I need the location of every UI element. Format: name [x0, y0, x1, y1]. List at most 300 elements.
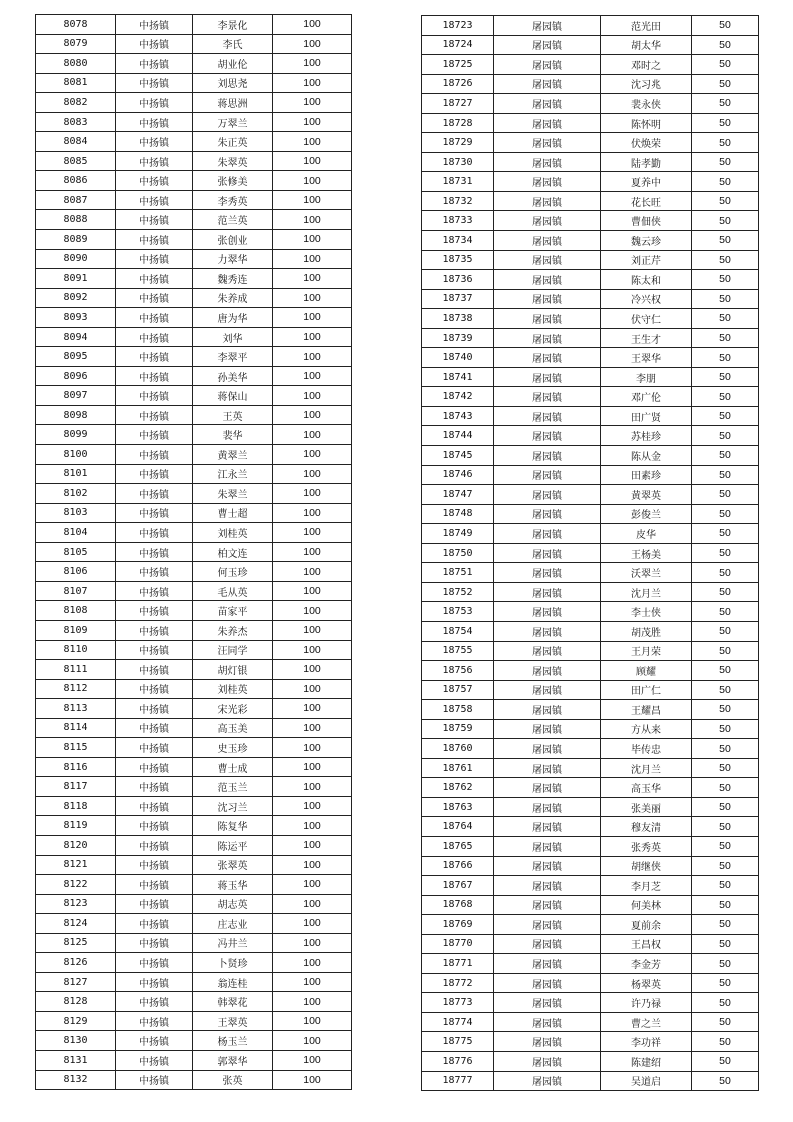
town-cell: 屠园镇: [494, 876, 601, 896]
amount-cell: 100: [273, 425, 352, 445]
table-row: [36, 151, 352, 171]
table-row: [36, 366, 352, 386]
table-row: [36, 914, 352, 934]
amount-cell: 100: [273, 620, 352, 640]
town-cell: 中扬镇: [116, 875, 193, 895]
id-cell: 8111: [36, 660, 116, 680]
table-row: [422, 543, 759, 563]
table-row: [422, 524, 759, 544]
amount-cell: 100: [273, 1050, 352, 1070]
id-cell: 8121: [36, 855, 116, 875]
town-cell: 中扬镇: [116, 581, 193, 601]
amount-cell: 100: [273, 269, 352, 289]
town-cell: 屠园镇: [494, 74, 601, 94]
id-cell: 8109: [36, 620, 116, 640]
amount-cell: 50: [692, 231, 759, 251]
id-cell: 18757: [422, 680, 494, 700]
town-cell: 中扬镇: [116, 54, 193, 74]
town-cell: 屠园镇: [494, 641, 601, 661]
id-cell: 18736: [422, 270, 494, 290]
name-cell: 沈习兆: [601, 74, 692, 94]
id-cell: 8091: [36, 269, 116, 289]
amount-cell: 100: [273, 347, 352, 367]
amount-cell: 100: [273, 249, 352, 269]
table-row: [422, 993, 759, 1013]
town-cell: 中扬镇: [116, 347, 193, 367]
id-cell: 8095: [36, 347, 116, 367]
amount-cell: 100: [273, 953, 352, 973]
id-cell: 18728: [422, 113, 494, 133]
table-row: [422, 954, 759, 974]
amount-cell: 100: [273, 112, 352, 132]
id-cell: 18732: [422, 191, 494, 211]
name-cell: 柏文连: [193, 542, 273, 562]
name-cell: 孙美华: [193, 366, 273, 386]
id-cell: 8130: [36, 1031, 116, 1051]
name-cell: 张英: [193, 1070, 273, 1090]
id-cell: 18749: [422, 524, 494, 544]
name-cell: 宋光彩: [193, 699, 273, 719]
town-cell: 中扬镇: [116, 190, 193, 210]
town-cell: 屠园镇: [494, 426, 601, 446]
id-cell: 8087: [36, 190, 116, 210]
name-cell: 曹之兰: [601, 1012, 692, 1032]
table-row: [422, 152, 759, 172]
town-cell: 中扬镇: [116, 562, 193, 582]
name-cell: 蒋玉华: [193, 875, 273, 895]
town-cell: 中扬镇: [116, 366, 193, 386]
table-row: [422, 973, 759, 993]
amount-cell: 100: [273, 542, 352, 562]
name-cell: 胡业伦: [193, 54, 273, 74]
name-cell: 汪同学: [193, 640, 273, 660]
table-row: [422, 133, 759, 153]
name-cell: 刘桂英: [193, 679, 273, 699]
name-cell: 李功祥: [601, 1032, 692, 1052]
amount-cell: 100: [273, 73, 352, 93]
table-row: [36, 660, 352, 680]
id-cell: 8108: [36, 601, 116, 621]
town-cell: 中扬镇: [116, 914, 193, 934]
amount-cell: 100: [273, 718, 352, 738]
town-cell: 屠园镇: [494, 270, 601, 290]
name-cell: 蒋保山: [193, 386, 273, 406]
id-cell: 18731: [422, 172, 494, 192]
table-row: [422, 387, 759, 407]
id-cell: 8129: [36, 1011, 116, 1031]
id-cell: 18770: [422, 934, 494, 954]
table-row: [422, 504, 759, 524]
table-row: [36, 230, 352, 250]
town-cell: 中扬镇: [116, 15, 193, 35]
amount-cell: 50: [692, 191, 759, 211]
amount-cell: 100: [273, 1070, 352, 1090]
amount-cell: 50: [692, 152, 759, 172]
id-cell: 8103: [36, 503, 116, 523]
name-cell: 伏守仁: [601, 309, 692, 329]
table-row: [422, 856, 759, 876]
name-cell: 陈怀明: [601, 113, 692, 133]
amount-cell: 50: [692, 387, 759, 407]
name-cell: 王翠华: [601, 348, 692, 368]
name-cell: 邓时之: [601, 55, 692, 75]
name-cell: 魏秀连: [193, 269, 273, 289]
amount-cell: 100: [273, 640, 352, 660]
name-cell: 刘桂英: [193, 523, 273, 543]
town-cell: 屠园镇: [494, 1071, 601, 1091]
table-row: [422, 895, 759, 915]
amount-cell: 100: [273, 894, 352, 914]
table-row: [36, 73, 352, 93]
table-row: [422, 680, 759, 700]
town-cell: 屠园镇: [494, 406, 601, 426]
table-row: [36, 953, 352, 973]
name-cell: 邓广伦: [601, 387, 692, 407]
amount-cell: 100: [273, 992, 352, 1012]
amount-cell: 50: [692, 739, 759, 759]
id-cell: 8117: [36, 777, 116, 797]
amount-cell: 100: [273, 327, 352, 347]
table-row: [422, 328, 759, 348]
town-cell: 中扬镇: [116, 464, 193, 484]
amount-cell: 50: [692, 993, 759, 1013]
id-cell: 8115: [36, 738, 116, 758]
table-row: [36, 757, 352, 777]
amount-cell: 50: [692, 465, 759, 485]
name-cell: 胡太华: [601, 35, 692, 55]
amount-cell: 50: [692, 895, 759, 915]
amount-cell: 50: [692, 973, 759, 993]
town-cell: 屠园镇: [494, 954, 601, 974]
name-cell: 张翠英: [193, 855, 273, 875]
name-cell: 翁连桂: [193, 972, 273, 992]
name-cell: 范光田: [601, 16, 692, 36]
id-cell: 18725: [422, 55, 494, 75]
table-row: [36, 210, 352, 230]
name-cell: 史玉珍: [193, 738, 273, 758]
town-cell: 中扬镇: [116, 679, 193, 699]
town-cell: 屠园镇: [494, 309, 601, 329]
table-row: [36, 190, 352, 210]
id-cell: 8113: [36, 699, 116, 719]
amount-cell: 100: [273, 875, 352, 895]
table-row: [422, 74, 759, 94]
id-cell: 18773: [422, 993, 494, 1013]
town-cell: 屠园镇: [494, 35, 601, 55]
name-cell: 裴永侠: [601, 94, 692, 114]
table-row: [36, 777, 352, 797]
table-row: [36, 54, 352, 74]
amount-cell: 50: [692, 504, 759, 524]
town-cell: 中扬镇: [116, 601, 193, 621]
town-cell: 屠园镇: [494, 446, 601, 466]
amount-cell: 100: [273, 366, 352, 386]
id-cell: 8114: [36, 718, 116, 738]
amount-cell: 100: [273, 1031, 352, 1051]
town-cell: 屠园镇: [494, 856, 601, 876]
name-cell: 张美丽: [601, 797, 692, 817]
id-cell: 18733: [422, 211, 494, 231]
left-table: [35, 14, 352, 1090]
town-cell: 中扬镇: [116, 93, 193, 113]
table-row: [36, 1031, 352, 1051]
name-cell: 刘华: [193, 327, 273, 347]
town-cell: 中扬镇: [116, 523, 193, 543]
amount-cell: 50: [692, 817, 759, 837]
id-cell: 8122: [36, 875, 116, 895]
name-cell: 花长旺: [601, 191, 692, 211]
town-cell: 屠园镇: [494, 836, 601, 856]
table-row: [422, 1032, 759, 1052]
name-cell: 王耀昌: [601, 700, 692, 720]
town-cell: 中扬镇: [116, 503, 193, 523]
id-cell: 18759: [422, 719, 494, 739]
amount-cell: 50: [692, 55, 759, 75]
id-cell: 8123: [36, 894, 116, 914]
amount-cell: 100: [273, 151, 352, 171]
amount-cell: 50: [692, 406, 759, 426]
name-cell: 朱养成: [193, 288, 273, 308]
name-cell: 张修美: [193, 171, 273, 191]
town-cell: 中扬镇: [116, 796, 193, 816]
amount-cell: 50: [692, 289, 759, 309]
town-cell: 中扬镇: [116, 738, 193, 758]
name-cell: 张创业: [193, 230, 273, 250]
town-cell: 中扬镇: [116, 542, 193, 562]
name-cell: 田广仁: [601, 680, 692, 700]
name-cell: 朱翠英: [193, 151, 273, 171]
amount-cell: 100: [273, 230, 352, 250]
town-cell: 中扬镇: [116, 718, 193, 738]
id-cell: 18764: [422, 817, 494, 837]
id-cell: 18751: [422, 563, 494, 583]
town-cell: 屠园镇: [494, 191, 601, 211]
town-cell: 屠园镇: [494, 1051, 601, 1071]
name-cell: 杨翠英: [601, 973, 692, 993]
town-cell: 屠园镇: [494, 661, 601, 681]
id-cell: 8084: [36, 132, 116, 152]
amount-cell: 50: [692, 328, 759, 348]
table-row: [422, 348, 759, 368]
amount-cell: 100: [273, 972, 352, 992]
amount-cell: 50: [692, 1032, 759, 1052]
name-cell: 夏养中: [601, 172, 692, 192]
name-cell: 方从来: [601, 719, 692, 739]
town-cell: 中扬镇: [116, 327, 193, 347]
table-row: [422, 915, 759, 935]
town-cell: 中扬镇: [116, 425, 193, 445]
id-cell: 8125: [36, 933, 116, 953]
id-cell: 18774: [422, 1012, 494, 1032]
town-cell: 屠园镇: [494, 55, 601, 75]
amount-cell: 50: [692, 367, 759, 387]
name-cell: 李月芝: [601, 876, 692, 896]
amount-cell: 100: [273, 757, 352, 777]
town-cell: 中扬镇: [116, 230, 193, 250]
id-cell: 8131: [36, 1050, 116, 1070]
table-row: [36, 718, 352, 738]
name-cell: 皮华: [601, 524, 692, 544]
table-row: [36, 699, 352, 719]
name-cell: 胡茂胜: [601, 621, 692, 641]
amount-cell: 100: [273, 796, 352, 816]
table-row: [422, 172, 759, 192]
table-row: [422, 446, 759, 466]
table-row: [422, 309, 759, 329]
id-cell: 18766: [422, 856, 494, 876]
amount-cell: 100: [273, 660, 352, 680]
name-cell: 李士侠: [601, 602, 692, 622]
town-cell: 中扬镇: [116, 34, 193, 54]
id-cell: 8101: [36, 464, 116, 484]
amount-cell: 50: [692, 543, 759, 563]
right-table-body: [422, 16, 759, 1091]
name-cell: 沈月兰: [601, 758, 692, 778]
id-cell: 8096: [36, 366, 116, 386]
town-cell: 中扬镇: [116, 953, 193, 973]
id-cell: 8082: [36, 93, 116, 113]
id-cell: 18767: [422, 876, 494, 896]
id-cell: 8132: [36, 1070, 116, 1090]
table-row: [36, 1070, 352, 1090]
town-cell: 屠园镇: [494, 465, 601, 485]
id-cell: 18730: [422, 152, 494, 172]
name-cell: 冯井兰: [193, 933, 273, 953]
amount-cell: 50: [692, 856, 759, 876]
id-cell: 18726: [422, 74, 494, 94]
town-cell: 中扬镇: [116, 933, 193, 953]
table-row: [422, 758, 759, 778]
name-cell: 王英: [193, 405, 273, 425]
name-cell: 郭翠华: [193, 1050, 273, 1070]
name-cell: 李秀英: [193, 190, 273, 210]
table-row: [422, 1071, 759, 1091]
name-cell: 杨玉兰: [193, 1031, 273, 1051]
amount-cell: 50: [692, 426, 759, 446]
id-cell: 8078: [36, 15, 116, 35]
id-cell: 8090: [36, 249, 116, 269]
name-cell: 范玉兰: [193, 777, 273, 797]
id-cell: 18758: [422, 700, 494, 720]
town-cell: 屠园镇: [494, 113, 601, 133]
table-row: [422, 934, 759, 954]
table-row: [422, 563, 759, 583]
name-cell: 魏云珍: [601, 231, 692, 251]
id-cell: 8126: [36, 953, 116, 973]
town-cell: 屠园镇: [494, 719, 601, 739]
id-cell: 8120: [36, 835, 116, 855]
name-cell: 王昌权: [601, 934, 692, 954]
amount-cell: 100: [273, 464, 352, 484]
town-cell: 中扬镇: [116, 249, 193, 269]
id-cell: 18777: [422, 1071, 494, 1091]
amount-cell: 100: [273, 933, 352, 953]
name-cell: 沃翠兰: [601, 563, 692, 583]
town-cell: 中扬镇: [116, 484, 193, 504]
id-cell: 8100: [36, 445, 116, 465]
name-cell: 顾耀: [601, 661, 692, 681]
amount-cell: 50: [692, 836, 759, 856]
id-cell: 8104: [36, 523, 116, 543]
amount-cell: 100: [273, 835, 352, 855]
amount-cell: 100: [273, 308, 352, 328]
name-cell: 黄翠兰: [193, 445, 273, 465]
name-cell: 毛从英: [193, 581, 273, 601]
amount-cell: 100: [273, 699, 352, 719]
id-cell: 8094: [36, 327, 116, 347]
name-cell: 刘正芹: [601, 250, 692, 270]
id-cell: 18762: [422, 778, 494, 798]
town-cell: 屠园镇: [494, 16, 601, 36]
amount-cell: 50: [692, 661, 759, 681]
town-cell: 屠园镇: [494, 739, 601, 759]
table-row: [422, 270, 759, 290]
table-row: [36, 464, 352, 484]
name-cell: 李景化: [193, 15, 273, 35]
amount-cell: 50: [692, 1051, 759, 1071]
name-cell: 朱正英: [193, 132, 273, 152]
table-row: [36, 327, 352, 347]
town-cell: 中扬镇: [116, 151, 193, 171]
name-cell: 伏焕荣: [601, 133, 692, 153]
amount-cell: 50: [692, 797, 759, 817]
amount-cell: 50: [692, 563, 759, 583]
table-row: [36, 132, 352, 152]
id-cell: 18768: [422, 895, 494, 915]
town-cell: 屠园镇: [494, 211, 601, 231]
id-cell: 8092: [36, 288, 116, 308]
id-cell: 18745: [422, 446, 494, 466]
amount-cell: 50: [692, 602, 759, 622]
table-row: [36, 679, 352, 699]
name-cell: 陆孝勤: [601, 152, 692, 172]
amount-cell: 50: [692, 35, 759, 55]
name-cell: 苗家平: [193, 601, 273, 621]
town-cell: 中扬镇: [116, 855, 193, 875]
table-row: [36, 308, 352, 328]
town-cell: 中扬镇: [116, 386, 193, 406]
amount-cell: 100: [273, 132, 352, 152]
id-cell: 8093: [36, 308, 116, 328]
amount-cell: 100: [273, 405, 352, 425]
name-cell: 许乃禄: [601, 993, 692, 1013]
town-cell: 屠园镇: [494, 328, 601, 348]
id-cell: 18744: [422, 426, 494, 446]
table-row: [36, 445, 352, 465]
town-cell: 中扬镇: [116, 405, 193, 425]
table-row: [422, 191, 759, 211]
id-cell: 18739: [422, 328, 494, 348]
amount-cell: 50: [692, 16, 759, 36]
town-cell: 屠园镇: [494, 1032, 601, 1052]
table-row: [36, 93, 352, 113]
amount-cell: 50: [692, 309, 759, 329]
id-cell: 8088: [36, 210, 116, 230]
table-row: [422, 739, 759, 759]
id-cell: 18724: [422, 35, 494, 55]
table-row: [422, 876, 759, 896]
town-cell: 屠园镇: [494, 231, 601, 251]
town-cell: 中扬镇: [116, 210, 193, 230]
table-row: [422, 406, 759, 426]
id-cell: 18752: [422, 582, 494, 602]
id-cell: 8085: [36, 151, 116, 171]
town-cell: 屠园镇: [494, 485, 601, 505]
amount-cell: 100: [273, 288, 352, 308]
town-cell: 中扬镇: [116, 288, 193, 308]
name-cell: 高玉美: [193, 718, 273, 738]
id-cell: 18754: [422, 621, 494, 641]
